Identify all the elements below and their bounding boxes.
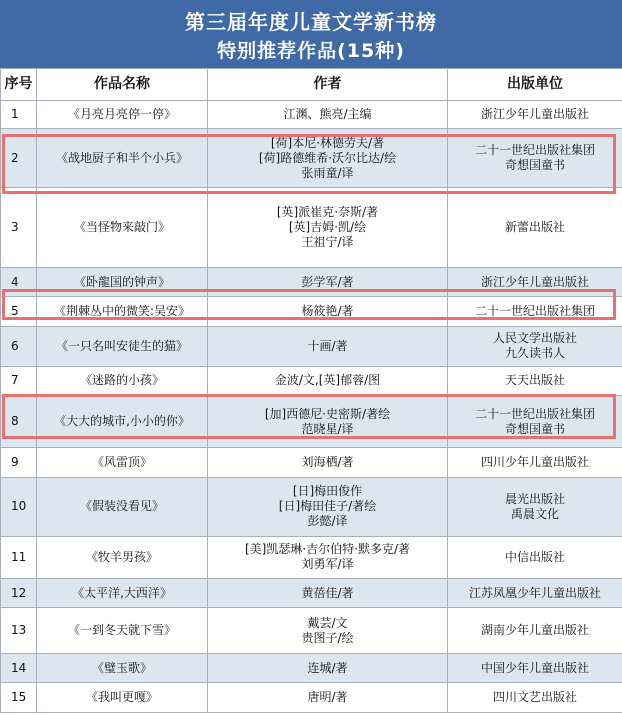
table-row bbox=[1, 477, 622, 536]
book-author bbox=[208, 188, 448, 267]
book-publisher bbox=[448, 683, 622, 713]
author-line: 王祖宁/译 bbox=[301, 235, 354, 250]
book-publisher bbox=[448, 129, 622, 188]
author-line: 唐明/著 bbox=[307, 690, 348, 705]
table-header-row bbox=[1, 69, 622, 101]
publisher-line: 奇想国童书 bbox=[504, 421, 565, 436]
book-publisher bbox=[448, 267, 622, 297]
book-author bbox=[208, 477, 448, 536]
table-row bbox=[1, 683, 622, 713]
publisher-line: 新蕾出版社 bbox=[504, 220, 565, 235]
table-row bbox=[1, 536, 622, 578]
publisher-line: 晨光出版社 bbox=[504, 491, 565, 506]
row-number: 4 bbox=[1, 267, 37, 297]
author-line: 江渊、熊亮/主编 bbox=[283, 107, 372, 122]
book-publisher bbox=[448, 188, 622, 267]
author-line: 戴芸/文 bbox=[307, 615, 348, 630]
author-line: 刘海栖/著 bbox=[301, 455, 354, 470]
author-line: 连城/著 bbox=[307, 660, 348, 675]
author-line: [美]凯瑟琳·吉尔伯特·默多克/著 bbox=[244, 542, 411, 557]
table-row bbox=[1, 448, 622, 478]
table-row bbox=[1, 101, 622, 129]
book-author bbox=[208, 326, 448, 366]
row-number: 7 bbox=[1, 366, 37, 396]
book-title: 《月亮月亮停一停》 bbox=[37, 101, 208, 129]
book-publisher bbox=[448, 297, 622, 327]
table-row bbox=[1, 366, 622, 396]
publisher-line: 中信出版社 bbox=[504, 549, 565, 564]
page-title: 第三届年度儿童文学新书榜 bbox=[185, 10, 437, 34]
author-line: 黄蓓佳/著 bbox=[301, 585, 354, 600]
header-author: 作者 bbox=[208, 69, 448, 101]
author-line: [荷]路德维希·沃尔比达/绘 bbox=[258, 150, 397, 165]
row-number: 3 bbox=[1, 188, 37, 267]
row-number: 14 bbox=[1, 653, 37, 683]
book-title: 《一只名叫安徒生的猫》 bbox=[37, 326, 208, 366]
author-line: 贵图子/绘 bbox=[301, 630, 354, 645]
book-title: 《假装没看见》 bbox=[37, 477, 208, 536]
book-title: 《璧玉歌》 bbox=[37, 653, 208, 683]
book-author bbox=[208, 608, 448, 653]
book-title: 《卧龍国的钟声》 bbox=[37, 267, 208, 297]
publisher-line: 中国少年儿童出版社 bbox=[480, 660, 589, 675]
row-number: 13 bbox=[1, 608, 37, 653]
book-publisher bbox=[448, 536, 622, 578]
book-publisher bbox=[448, 448, 622, 478]
author-line: 杨筱艳/著 bbox=[301, 304, 354, 319]
publisher-line: 四川文艺出版社 bbox=[492, 690, 577, 705]
book-title: 《风雷顶》 bbox=[37, 448, 208, 478]
row-number: 5 bbox=[1, 297, 37, 327]
row-number: 9 bbox=[1, 448, 37, 478]
book-title: 《一到冬天就下雪》 bbox=[37, 608, 208, 653]
row-number: 11 bbox=[1, 536, 37, 578]
table-row bbox=[1, 326, 622, 366]
publisher-line: 浙江少年儿童出版社 bbox=[480, 274, 589, 289]
book-author bbox=[208, 653, 448, 683]
author-line: 刘勇军/译 bbox=[301, 557, 354, 572]
author-line: [英]吉姆·凯/绘 bbox=[288, 220, 367, 235]
book-author bbox=[208, 448, 448, 478]
row-number: 8 bbox=[1, 396, 37, 448]
publisher-line: 禹晨文化 bbox=[510, 506, 559, 521]
book-title: 《迷路的小孩》 bbox=[37, 366, 208, 396]
title-banner bbox=[0, 0, 622, 68]
table-row bbox=[1, 267, 622, 297]
author-line: [日]梅田佳子/著绘 bbox=[278, 499, 377, 514]
table-row bbox=[1, 396, 622, 448]
publisher-line: 奇想国童书 bbox=[504, 158, 565, 173]
book-author bbox=[208, 267, 448, 297]
book-publisher bbox=[448, 326, 622, 366]
book-title: 《牧羊男孩》 bbox=[37, 536, 208, 578]
book-list-table bbox=[0, 68, 622, 713]
table-row bbox=[1, 578, 622, 608]
book-title: 《当怪物来敲门》 bbox=[37, 188, 208, 267]
page-subtitle: 特别推荐作品(15种) bbox=[217, 40, 405, 62]
book-title: 《我叫更嘎》 bbox=[37, 683, 208, 713]
row-number: 10 bbox=[1, 477, 37, 536]
book-publisher bbox=[448, 608, 622, 653]
book-author bbox=[208, 129, 448, 188]
book-title: 《战地厨子和半个小兵》 bbox=[37, 129, 208, 188]
book-author bbox=[208, 366, 448, 396]
book-publisher bbox=[448, 366, 622, 396]
author-line: [加]西德尼·史密斯/著绘 bbox=[264, 406, 391, 421]
book-author bbox=[208, 578, 448, 608]
author-line: [日]梅田俊作 bbox=[292, 484, 363, 499]
publisher-line: 人民文学出版社 bbox=[492, 331, 577, 346]
author-line: 金波/文,[英]郁蓉/图 bbox=[274, 373, 381, 388]
author-line: 范晓星/译 bbox=[301, 421, 354, 436]
row-number: 1 bbox=[1, 101, 37, 129]
book-author bbox=[208, 101, 448, 129]
publisher-line: 湖南少年儿童出版社 bbox=[480, 623, 589, 638]
book-title: 《荆棘丛中的微笑:吴安》 bbox=[37, 297, 208, 327]
book-publisher bbox=[448, 396, 622, 448]
table-row bbox=[1, 653, 622, 683]
publisher-line: 二十一世纪出版社集团 bbox=[474, 406, 595, 421]
table-row bbox=[1, 297, 622, 327]
publisher-line: 天天出版社 bbox=[504, 373, 565, 388]
book-publisher bbox=[448, 101, 622, 129]
row-number: 2 bbox=[1, 129, 37, 188]
publisher-line: 二十一世纪出版社集团 bbox=[474, 304, 595, 319]
author-line: 彭学军/著 bbox=[301, 274, 354, 289]
book-publisher bbox=[448, 477, 622, 536]
book-author bbox=[208, 297, 448, 327]
publisher-line: 四川少年儿童出版社 bbox=[480, 455, 589, 470]
author-line: 彭懿/译 bbox=[307, 514, 348, 529]
publisher-line: 九久读书人 bbox=[504, 346, 565, 361]
header-number: 序号 bbox=[1, 69, 37, 101]
header-publisher: 出版单位 bbox=[448, 69, 622, 101]
table-row bbox=[1, 129, 622, 188]
publisher-line: 浙江少年儿童出版社 bbox=[480, 107, 589, 122]
publisher-line: 江苏凤凰少年儿童出版社 bbox=[468, 585, 601, 600]
row-number: 12 bbox=[1, 578, 37, 608]
book-publisher bbox=[448, 578, 622, 608]
table-row bbox=[1, 608, 622, 653]
book-title: 《太平洋,大西洋》 bbox=[37, 578, 208, 608]
author-line: [英]派崔克·奈斯/著 bbox=[276, 205, 379, 220]
book-publisher bbox=[448, 653, 622, 683]
book-author bbox=[208, 536, 448, 578]
author-line: 张雨童/译 bbox=[301, 165, 354, 180]
book-title: 《大大的城市,小小的你》 bbox=[37, 396, 208, 448]
row-number: 6 bbox=[1, 326, 37, 366]
table-row bbox=[1, 188, 622, 267]
author-line: [荷]本尼·林德劳夫/著 bbox=[270, 135, 385, 150]
header-title: 作品名称 bbox=[37, 69, 208, 101]
row-number: 15 bbox=[1, 683, 37, 713]
book-author bbox=[208, 683, 448, 713]
author-line: 十画/著 bbox=[307, 338, 348, 353]
publisher-line: 二十一世纪出版社集团 bbox=[474, 143, 595, 158]
book-author bbox=[208, 396, 448, 448]
